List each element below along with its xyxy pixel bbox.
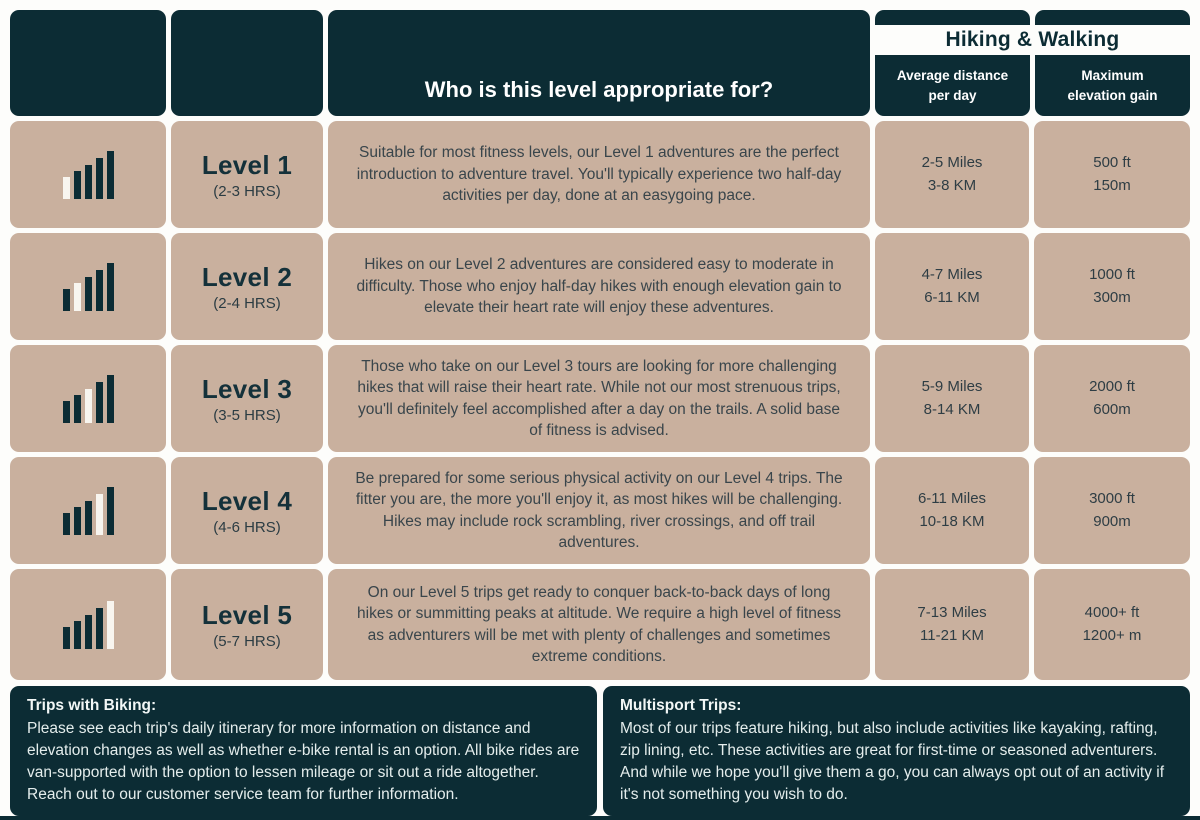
multisport-footnote-body: Most of our trips feature hiking, but also include activities like kayaking, rafting, zip lining, etc. These activities are great for first-time or seasoned adventurers. And while we hope you'll give them a go, you can always opt out of an activity if it's not something you wish to do. xyxy=(620,720,1165,803)
bar-2 xyxy=(74,171,81,199)
hiking-walking-title: Hiking & Walking xyxy=(945,28,1120,51)
elevation-m: 1200+ m xyxy=(1082,626,1142,644)
difficulty-icon-cell xyxy=(10,569,166,680)
bar-1 xyxy=(63,289,70,311)
level-label-cell xyxy=(171,569,323,680)
difficulty-icon-cell xyxy=(10,233,166,340)
header-question: Who is this level appropriate for? xyxy=(328,10,870,116)
hiking-walking-header-group xyxy=(875,10,1190,116)
distance-miles: 4-7 Miles xyxy=(921,266,983,283)
bottom-edge-strip xyxy=(0,816,1200,820)
header-distance-line1: Average distance xyxy=(896,67,1009,83)
level-hours: (2-3 HRS) xyxy=(213,182,281,200)
elevation-cell xyxy=(1034,121,1190,228)
footnotes xyxy=(10,686,1190,816)
header-elevation-line1: Maximum xyxy=(1081,67,1144,83)
bar-5 xyxy=(107,263,114,311)
bar-3 xyxy=(85,165,92,199)
level-label-cell xyxy=(171,457,323,564)
distance-cell xyxy=(875,345,1029,452)
distance-miles: 6-11 Miles xyxy=(917,490,987,507)
elevation-cell xyxy=(1034,457,1190,564)
header-subcolumns xyxy=(875,55,1190,116)
level-description-cell xyxy=(328,345,870,452)
bar-2 xyxy=(74,283,81,311)
header-elevation-line2: elevation gain xyxy=(1067,87,1158,103)
bar-3 xyxy=(85,615,92,649)
bar-4 xyxy=(96,608,103,649)
level-description: Hikes on our Level 2 adventures are considered easy to moderate in difficulty. Those who enjoy half-day hikes with enough elevation gain to elevate their heart rate will enjoy these adventures. xyxy=(356,256,842,317)
bar-1 xyxy=(63,177,70,199)
elevation-ft: 4000+ ft xyxy=(1084,604,1140,621)
level-name: Level 2 xyxy=(201,261,293,292)
distance-cell xyxy=(875,457,1029,564)
difficulty-bars-icon xyxy=(63,601,114,649)
distance-km: 10-18 KM xyxy=(919,512,985,530)
header-cap-elevation xyxy=(1035,10,1190,25)
level-description: Suitable for most fitness levels, our Level 1 adventures are the perfect introduction to adventure travel. You'll typically experience two half-day activities per day, done at an easygoing pace. xyxy=(356,144,842,205)
header-icon-column-spacer xyxy=(10,10,166,116)
bar-4 xyxy=(96,382,103,423)
elevation-m: 600m xyxy=(1093,400,1131,418)
elevation-m: 150m xyxy=(1093,176,1131,194)
distance-miles: 5-9 Miles xyxy=(921,378,983,395)
header-cap-distance xyxy=(875,10,1030,25)
distance-km: 3-8 KM xyxy=(927,176,977,194)
level-description-cell xyxy=(328,121,870,228)
level-hours: (5-7 HRS) xyxy=(213,632,281,650)
header-level-column-spacer xyxy=(171,10,323,116)
multisport-footnote-title: Multisport Trips: xyxy=(620,697,742,714)
header-average-distance xyxy=(875,55,1030,116)
difficulty-icon-cell xyxy=(10,457,166,564)
difficulty-bars-icon xyxy=(63,487,114,535)
bar-3 xyxy=(85,501,92,535)
bar-2 xyxy=(74,395,81,423)
level-description-cell xyxy=(328,457,870,564)
bar-5 xyxy=(107,487,114,535)
difficulty-bars-icon xyxy=(63,263,114,311)
bar-5 xyxy=(107,375,114,423)
biking-footnote-title: Trips with Biking: xyxy=(27,697,157,714)
level-description: Be prepared for some serious physical activity on our Level 4 trips. The fitter you are, the more you'll enjoy it, as most hikes will be challenging. Hikes may include rock scrambling, river crossings, and off trail adventures. xyxy=(355,469,843,551)
level-hours: (3-5 HRS) xyxy=(213,406,281,424)
level-description-cell xyxy=(328,569,870,680)
elevation-m: 900m xyxy=(1093,512,1131,530)
bar-5 xyxy=(107,151,114,199)
elevation-m: 300m xyxy=(1093,288,1131,306)
level-hours: (2-4 HRS) xyxy=(213,294,281,312)
difficulty-bars-icon xyxy=(63,375,114,423)
distance-miles: 2-5 Miles xyxy=(921,154,983,171)
bar-1 xyxy=(63,401,70,423)
difficulty-bars-icon xyxy=(63,151,114,199)
distance-miles: 7-13 Miles xyxy=(917,604,987,621)
elevation-ft: 2000 ft xyxy=(1089,378,1135,395)
distance-cell xyxy=(875,121,1029,228)
elevation-ft: 3000 ft xyxy=(1089,490,1135,507)
bar-4 xyxy=(96,158,103,199)
elevation-cell xyxy=(1034,345,1190,452)
bar-2 xyxy=(74,507,81,535)
elevation-ft: 500 ft xyxy=(1093,154,1131,171)
difficulty-icon-cell xyxy=(10,345,166,452)
distance-cell xyxy=(875,233,1029,340)
level-name: Level 1 xyxy=(201,149,293,180)
distance-km: 11-21 KM xyxy=(920,626,984,644)
level-description-cell xyxy=(328,233,870,340)
difficulty-icon-cell xyxy=(10,121,166,228)
bar-1 xyxy=(63,627,70,649)
distance-cell xyxy=(875,569,1029,680)
bar-4 xyxy=(96,494,103,535)
distance-km: 6-11 KM xyxy=(924,288,980,306)
bar-5 xyxy=(107,601,114,649)
elevation-cell xyxy=(1034,233,1190,340)
elevation-cell xyxy=(1034,569,1190,680)
level-name: Level 3 xyxy=(201,373,293,404)
bar-4 xyxy=(96,270,103,311)
header-distance-line2: per day xyxy=(928,87,977,103)
level-label-cell xyxy=(171,345,323,452)
level-hours: (4-6 HRS) xyxy=(213,518,281,536)
biking-footnote-body: Please see each trip's daily itinerary for more information on distance and elevation changes as well as whether e-bike rental is an option. All bike rides are van-supported with the option to lessen mileage or sit out a ride altogether. Reach out to our customer service team for further information. xyxy=(27,720,580,803)
elevation-ft: 1000 ft xyxy=(1089,266,1135,283)
biking-footnote-panel xyxy=(10,686,597,816)
distance-km: 8-14 KM xyxy=(923,400,981,418)
levels-table xyxy=(10,10,1190,680)
level-name: Level 4 xyxy=(201,485,293,516)
header-max-elevation xyxy=(1035,55,1190,116)
level-label-cell xyxy=(171,233,323,340)
bar-2 xyxy=(74,621,81,649)
level-name: Level 5 xyxy=(201,599,293,630)
bar-3 xyxy=(85,389,92,423)
level-description: On our Level 5 trips get ready to conquer back-to-back days of long hikes or summitting peaks at altitude. We require a high level of fitness as adventurers will be met with plenty of challenges and sometimes extreme conditions. xyxy=(357,583,841,665)
multisport-footnote-panel xyxy=(603,686,1190,816)
header-caps xyxy=(875,10,1190,25)
bar-1 xyxy=(63,513,70,535)
level-description: Those who take on our Level 3 tours are looking for more challenging hikes that will raise their heart rate. While not our most strenuous trips, you'll definitely feel accomplished after a day on the trails. A solid base of fitness is advised. xyxy=(357,357,841,439)
bar-3 xyxy=(85,277,92,311)
level-label-cell xyxy=(171,121,323,228)
